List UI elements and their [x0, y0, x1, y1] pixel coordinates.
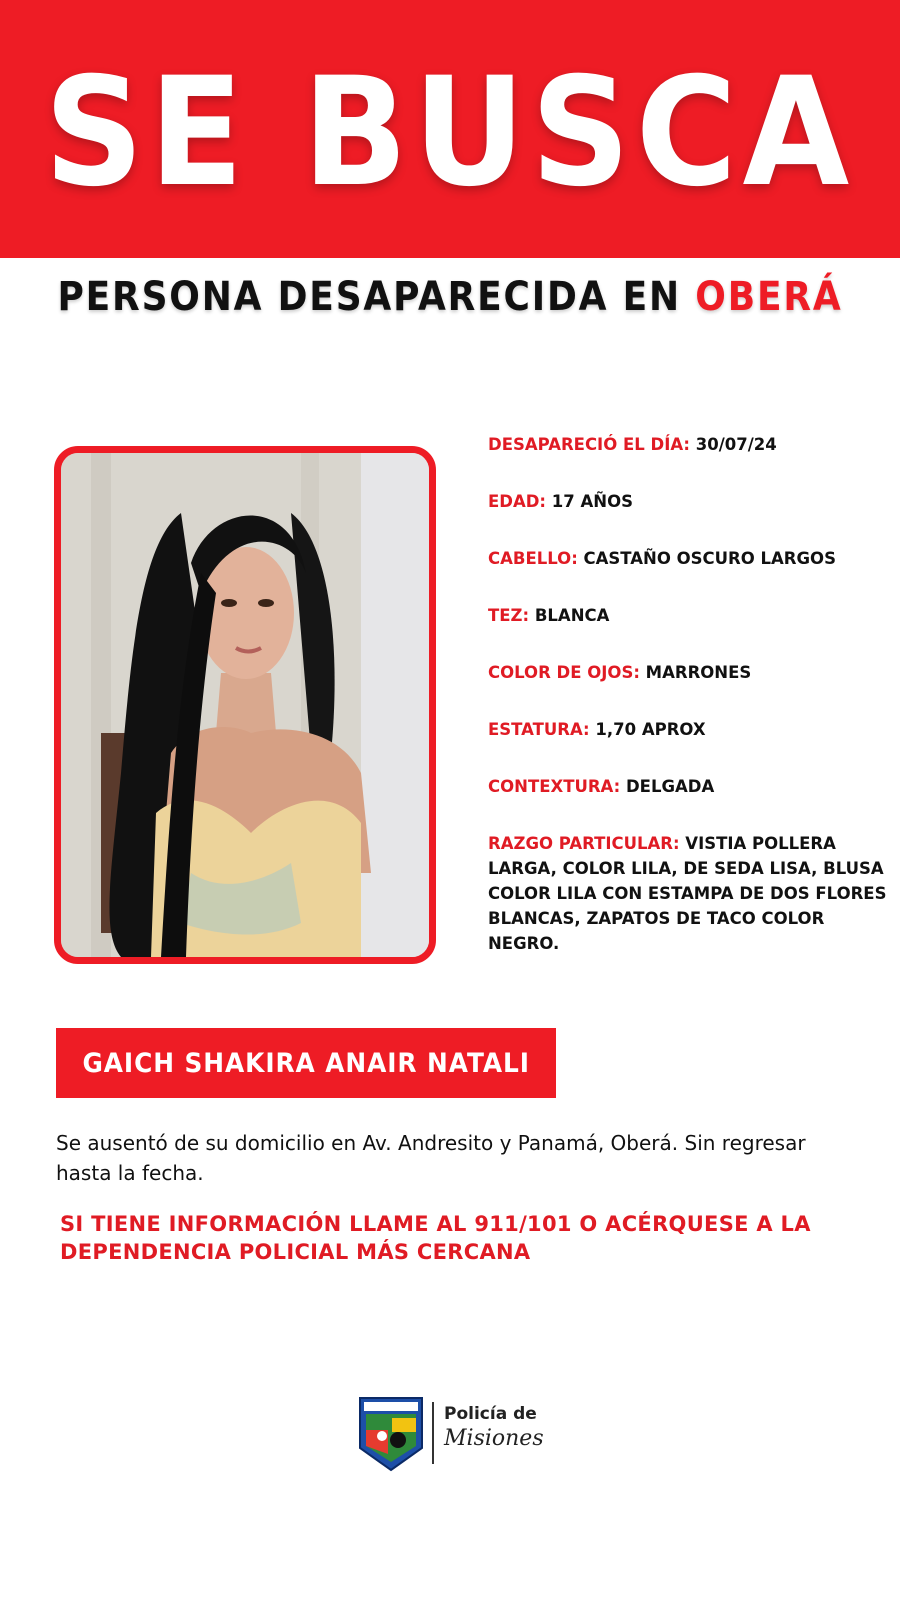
detail-row-skin — [488, 603, 888, 628]
detail-label: TEZ: — [488, 606, 530, 625]
detail-value: 30/07/24 — [690, 435, 777, 454]
disappearance-note: Se ausentó de su domicilio en Av. Andresito y Panamá, Oberá. Sin regresar hasta la fecha. — [56, 1131, 806, 1185]
detail-label: COLOR DE OJOS: — [488, 663, 640, 682]
header-banner — [0, 0, 900, 258]
detail-value: 1,70 APROX — [589, 720, 706, 739]
detail-row-hair — [488, 546, 888, 571]
logo-divider — [432, 1402, 434, 1464]
subtitle — [45, 274, 855, 320]
detail-label: ESTATURA: — [488, 720, 590, 739]
detail-row-features — [488, 831, 888, 956]
name-banner — [56, 1028, 556, 1098]
subtitle-text: PERSONA DESAPARECIDA EN — [57, 274, 681, 320]
detail-value: BLANCA — [529, 606, 610, 625]
detail-row-date — [488, 432, 888, 457]
detail-label: CONTEXTURA: — [488, 777, 621, 796]
police-logo — [358, 1396, 548, 1476]
call-to-action: SI TIENE INFORMACIÓN LLAME AL 911/101 O ACÉRQUESE A LA DEPENDENCIA POLICIAL MÁS CERCANA — [60, 1212, 811, 1264]
org-name-script: Misiones — [444, 1426, 544, 1451]
detail-row-age — [488, 489, 888, 514]
detail-row-eyes — [488, 660, 888, 685]
detail-label: DESAPARECIÓ EL DÍA: — [488, 435, 691, 454]
detail-row-height — [488, 717, 888, 742]
police-shield-icon — [358, 1396, 424, 1472]
detail-label: RAZGO PARTICULAR: — [488, 834, 680, 853]
photo-illustration — [61, 453, 429, 957]
detail-label: EDAD: — [488, 492, 547, 511]
detail-value: MARRONES — [639, 663, 752, 682]
person-photo — [54, 446, 436, 964]
details-list — [488, 432, 888, 988]
detail-value: VISTIA POLLERA LARGA, COLOR LILA, DE SEDA LISA, BLUSA COLOR LILA CON ESTAMPA DE DOS FLORES BLANCAS, ZAPATOS DE TACO COLOR NEGRO. — [488, 834, 887, 953]
page-title: SE BUSCA — [44, 46, 856, 220]
subtitle-place: OBERÁ — [695, 274, 843, 320]
detail-value: CASTAÑO OSCURO LARGOS — [577, 549, 836, 568]
org-name: Policía de — [444, 1404, 537, 1424]
detail-value: 17 AÑOS — [546, 492, 633, 511]
person-name: GAICH SHAKIRA ANAIR NATALI — [82, 1047, 530, 1079]
detail-label: CABELLO: — [488, 549, 578, 568]
detail-value: DELGADA — [620, 777, 715, 796]
detail-row-build — [488, 774, 888, 799]
